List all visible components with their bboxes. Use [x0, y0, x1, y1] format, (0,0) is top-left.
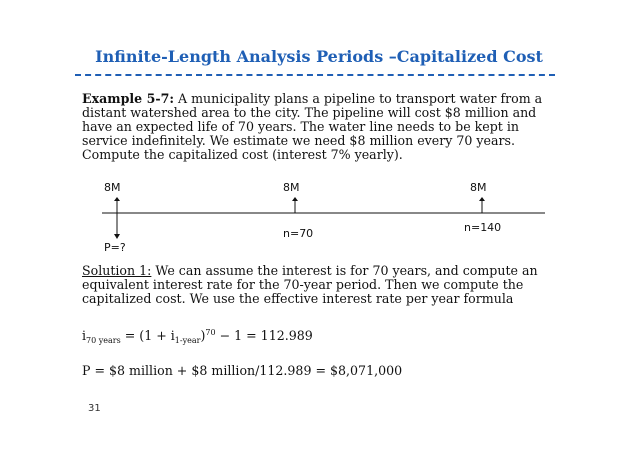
formula-sub-1-year: 1-year — [174, 336, 201, 345]
cashflow-label-1: n=70 — [283, 227, 314, 240]
cashflow-amount-0: 8M — [104, 181, 121, 194]
cashflow-label-0: P=? — [104, 241, 126, 254]
cashflow-label-2: n=140 — [464, 221, 502, 234]
formula-i: i — [82, 328, 87, 343]
formula-sub-70-years: 70 years — [86, 336, 121, 345]
formula-close: ) — [200, 328, 206, 343]
cashflow-amount-2: 8M — [470, 181, 487, 194]
formula-effective-rate — [82, 328, 313, 345]
formula-mid: = (1 + i — [120, 328, 175, 343]
page-number: 31 — [88, 403, 101, 414]
slide-title: Infinite-Length Analysis Periods –Capitalized Cost — [95, 47, 543, 66]
cashflow-amount-1: 8M — [283, 181, 300, 194]
example-label: Example 5-7: — [82, 91, 174, 106]
arrow-head-up-icon — [292, 197, 298, 201]
solution-paragraph — [82, 264, 552, 306]
arrow-head-down-icon — [114, 234, 120, 239]
solution-text: We can assume the interest is for 70 years, and compute an equivalent interest rate for the 70-year period. Then we compute the capitalized cost. We use the effective interest rate per year formula — [82, 263, 538, 306]
formula-exponent: 70 — [205, 328, 216, 337]
formula-result: − 1 = 112.989 — [215, 328, 313, 343]
formula-capitalized-cost: P = $8 million + $8 million/112.989 = $8,071,000 — [82, 363, 403, 378]
example-text: A municipality plans a pipeline to transport water from a distant watershed area to the city. The pipeline will cost $8 million and have an expected life of 70 years. The water line needs to be kept in service indefinitely. We estimate we need $8 million every 70 years. Compute the capitalized cost (interest 7% yearly). — [82, 91, 543, 162]
solution-label: Solution 1: — [82, 263, 152, 278]
arrow-head-up-icon — [479, 197, 485, 201]
arrow-head-up-icon — [114, 197, 120, 201]
